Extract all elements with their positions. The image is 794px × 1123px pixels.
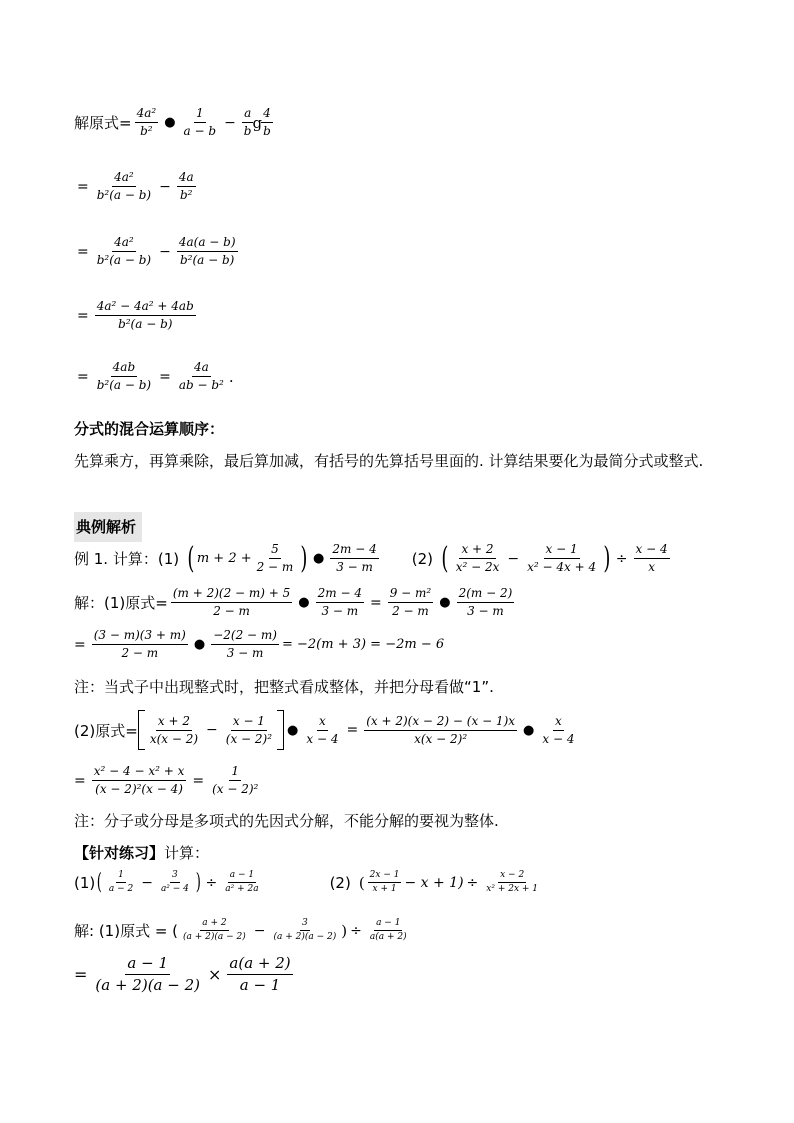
left-paren: ( xyxy=(358,873,365,892)
numerator: 4ab xyxy=(111,360,137,377)
fraction xyxy=(454,542,502,575)
denominator: (a + 2)(a − 2) xyxy=(273,932,337,943)
fraction xyxy=(92,764,187,797)
dot-operator: ● xyxy=(523,722,535,738)
fraction xyxy=(210,764,260,797)
numerator: a(a + 2) xyxy=(227,954,292,975)
numerator: x − 2 xyxy=(498,870,526,883)
fraction xyxy=(540,714,576,747)
fraction xyxy=(304,714,340,747)
solution-prefix: 解：(1)原式= xyxy=(74,594,168,612)
numerator: 4a² − 4a² + 4ab xyxy=(95,299,196,316)
numerator: 2(m − 2) xyxy=(457,586,515,603)
fraction xyxy=(181,918,248,944)
numerator: a − 1 xyxy=(374,918,402,931)
denominator: x(x − 2) xyxy=(149,731,199,746)
part-label: (1) xyxy=(74,873,96,892)
minus-operator: − xyxy=(507,550,520,567)
note-paragraph: 注：当式子中出现整式时，把整式看成整体，并把分母看做“1”. xyxy=(74,678,494,696)
fraction xyxy=(330,542,378,575)
denominator: b²(a − b) xyxy=(96,188,152,202)
numerator: x xyxy=(317,714,328,731)
divide-operator: ÷ xyxy=(350,922,362,939)
numerator: 4a xyxy=(177,170,196,187)
solution-prefix: 解原式= xyxy=(74,114,132,132)
numerator: x − 1 xyxy=(544,542,580,559)
equals-sign: = xyxy=(74,636,86,653)
left-paren: ( xyxy=(96,869,103,895)
denominator: x² + 2x + 1 xyxy=(486,884,539,895)
dot-operator: ● xyxy=(164,115,176,130)
numerator: 4a² xyxy=(135,106,159,123)
numerator: 5 xyxy=(269,542,281,559)
solution-1b-line xyxy=(74,628,444,661)
numerator: 9 − m² xyxy=(388,586,434,603)
period: . xyxy=(228,367,234,386)
denominator: x xyxy=(648,560,655,574)
denominator: x − 4 xyxy=(306,731,339,746)
numerator: a − 1 xyxy=(125,954,170,975)
fraction xyxy=(634,542,670,575)
denominator: x² − 4x + 4 xyxy=(527,560,597,574)
fraction xyxy=(211,628,279,661)
numerator: a xyxy=(242,106,253,123)
fraction xyxy=(272,918,339,944)
denominator: b²(a − b) xyxy=(118,317,173,331)
denominator: (x − 2)² xyxy=(212,782,259,796)
right-paren: ) xyxy=(300,540,308,576)
equation-line-1 xyxy=(74,106,276,139)
equation-line-2 xyxy=(74,170,199,203)
numerator: x − 1 xyxy=(231,714,267,731)
operator-glyph: g xyxy=(252,113,263,132)
minus-operator: − xyxy=(253,922,266,939)
times-operator: × xyxy=(208,964,222,984)
numerator: 1 xyxy=(194,106,206,123)
denominator: a(a + 2) xyxy=(369,932,407,943)
denominator: (x − 2)²(x − 4) xyxy=(95,782,183,796)
solution-2b-line xyxy=(74,764,263,797)
denominator: a − 1 xyxy=(239,975,281,994)
numerator: 2x − 1 xyxy=(368,870,402,883)
fraction xyxy=(316,586,364,619)
denominator: 2 − m xyxy=(256,560,294,574)
denominator: b xyxy=(243,124,252,138)
practice-heading-text: 计算： xyxy=(164,844,210,862)
equals-sign: = xyxy=(192,772,205,789)
note-paragraph: 注：分子或分母是多项式的先因式分解，不能分解的要视为整体. xyxy=(74,812,499,830)
numerator: (m + 2)(2 − m) + 5 xyxy=(171,586,292,603)
equation-line-4 xyxy=(74,299,199,332)
minus-operator: − xyxy=(159,178,171,195)
denominator: (a + 2)(a − 2) xyxy=(95,975,200,994)
solution-prefix: 解: (1)原式 = ( xyxy=(74,922,179,941)
fraction xyxy=(135,106,159,139)
numerator: 3 xyxy=(170,870,180,883)
numerator: 4a xyxy=(192,360,211,377)
equals-sign: = xyxy=(346,722,359,738)
practice-heading-bold: 【针对练习】 xyxy=(74,844,165,862)
right-paren: ) xyxy=(195,869,201,895)
expression-text: − x + 1) xyxy=(404,874,464,891)
fraction xyxy=(224,714,274,747)
fraction xyxy=(148,714,200,747)
equals-sign: = xyxy=(74,964,88,984)
denominator: b xyxy=(263,124,271,138)
solution-prefix: (2)原式= xyxy=(74,721,138,740)
numerator: a + 2 xyxy=(200,918,228,931)
fraction xyxy=(177,360,226,393)
denominator: x − 4 xyxy=(542,731,575,746)
fraction xyxy=(525,542,598,575)
right-paren: ) xyxy=(603,540,611,576)
fraction xyxy=(368,870,402,896)
minus-operator: − xyxy=(224,114,236,131)
solution-2-line xyxy=(74,710,579,750)
denominator: b² xyxy=(179,188,193,202)
dot-operator: ● xyxy=(193,637,206,652)
divide-operator: ÷ xyxy=(466,874,479,891)
fraction xyxy=(171,586,292,619)
numerator: x − 4 xyxy=(634,542,670,559)
equals-sign: = xyxy=(77,243,89,260)
denominator: 3 − m xyxy=(226,646,264,660)
denominator: (a + 2)(a − 2) xyxy=(183,932,246,943)
denominator: b²(a − b) xyxy=(96,378,152,392)
denominator: x² − 2x xyxy=(455,560,500,574)
equals-sign: = xyxy=(159,368,171,385)
numerator: x + 2 xyxy=(156,714,192,731)
fraction xyxy=(484,870,540,896)
minus-operator: − xyxy=(206,722,218,738)
part-label: (2) xyxy=(329,873,351,892)
numerator: 3 xyxy=(300,918,310,931)
numerator: 4a² xyxy=(112,235,136,252)
practice-solution-line-1 xyxy=(74,918,412,944)
fraction xyxy=(388,586,434,619)
equals-sign: = xyxy=(77,307,89,324)
fraction xyxy=(223,870,260,896)
numerator: x xyxy=(553,714,564,731)
fraction xyxy=(95,170,153,203)
numerator: 4a² xyxy=(112,170,136,187)
equation-line-3 xyxy=(74,235,241,268)
divide-operator: ÷ xyxy=(615,550,628,567)
rule-paragraph: 先算乘方，再算乘除，最后算加减，有括号的先算括号里面的. 计算结果要化为最简分式或整式. xyxy=(74,452,704,470)
equals-sign: = xyxy=(77,178,89,195)
denominator: (x − 2)² xyxy=(225,731,273,746)
denominator: b² xyxy=(140,124,153,138)
fraction xyxy=(93,954,202,995)
fraction xyxy=(368,918,409,944)
practice-solution-line-2 xyxy=(74,954,296,995)
numerator: (3 − m)(3 + m) xyxy=(92,628,188,645)
numerator: a − 1 xyxy=(228,870,256,883)
fraction xyxy=(95,299,196,332)
section-heading: 典例解析 xyxy=(74,512,142,542)
expression-text: = −2(m + 3) = −2m − 6 xyxy=(281,637,445,652)
numerator: −2(2 − m) xyxy=(211,628,279,645)
numerator: 1 xyxy=(229,764,241,781)
numerator: 2m − 4 xyxy=(330,542,378,559)
dot-operator: ● xyxy=(298,595,310,610)
divide-operator: ÷ xyxy=(205,874,218,891)
practice-heading xyxy=(74,838,734,868)
denominator: 2 − m xyxy=(392,604,429,618)
denominator: 3 − m xyxy=(467,604,504,618)
minus-operator: − xyxy=(141,874,153,891)
denominator: x + 1 xyxy=(372,884,397,895)
numerator: x² − 4 − x² + x xyxy=(92,764,187,781)
fraction xyxy=(457,586,515,619)
equals-sign: = xyxy=(77,368,89,385)
minus-operator: − xyxy=(159,243,171,260)
numerator: 1 xyxy=(116,870,126,883)
fraction xyxy=(159,870,191,896)
left-bracket xyxy=(138,710,145,750)
solution-1-line xyxy=(74,586,517,619)
example-label: 例 1. 计算：(1) xyxy=(74,550,180,568)
numerator: x + 2 xyxy=(459,542,495,559)
dot-operator: ● xyxy=(287,722,299,738)
fraction xyxy=(177,170,196,203)
fraction xyxy=(255,542,296,575)
example-1-line xyxy=(74,542,673,575)
denominator: b²(a − b) xyxy=(179,253,235,267)
dot-operator: ● xyxy=(313,551,325,566)
fraction xyxy=(227,954,292,995)
fraction xyxy=(92,628,188,661)
numerator: 4a(a − b) xyxy=(177,235,238,252)
numerator: 2m − 4 xyxy=(316,586,364,603)
denominator: ab − b² xyxy=(178,378,224,392)
denominator: x(x − 2)² xyxy=(414,731,468,746)
fraction xyxy=(95,235,153,268)
part-label: (2) xyxy=(411,549,433,568)
numerator: (x + 2)(x − 2) − (x − 1)x xyxy=(364,714,517,731)
expression-text: m + 2 + xyxy=(196,551,252,566)
section-heading: 分式的混合运算顺序： xyxy=(74,420,225,438)
fraction xyxy=(177,235,238,268)
denominator: 2 − m xyxy=(213,604,250,618)
fraction xyxy=(364,714,517,747)
denominator: a − 2 xyxy=(108,884,134,895)
equals-sign: = xyxy=(369,594,382,611)
denominator: a − b xyxy=(183,124,217,138)
left-paren: ( xyxy=(187,540,195,576)
fraction xyxy=(107,870,135,896)
denominator: a² − 4 xyxy=(160,884,189,895)
practice-problems-line xyxy=(74,870,543,896)
denominator: 2 − m xyxy=(121,646,159,660)
denominator: a² + 2a xyxy=(225,884,259,895)
equation-line-5 xyxy=(74,360,234,393)
equals-sign: = xyxy=(74,772,86,789)
dot-operator: ● xyxy=(439,595,451,610)
right-bracket xyxy=(277,710,284,750)
fraction xyxy=(95,360,153,393)
denominator: 3 − m xyxy=(321,604,359,618)
left-paren: ( xyxy=(441,540,449,576)
denominator: b²(a − b) xyxy=(96,253,152,267)
fraction xyxy=(182,106,219,139)
numerator: 4 xyxy=(261,106,273,123)
denominator: 3 − m xyxy=(336,560,373,574)
fraction xyxy=(261,106,273,139)
right-paren: ) xyxy=(341,921,348,940)
